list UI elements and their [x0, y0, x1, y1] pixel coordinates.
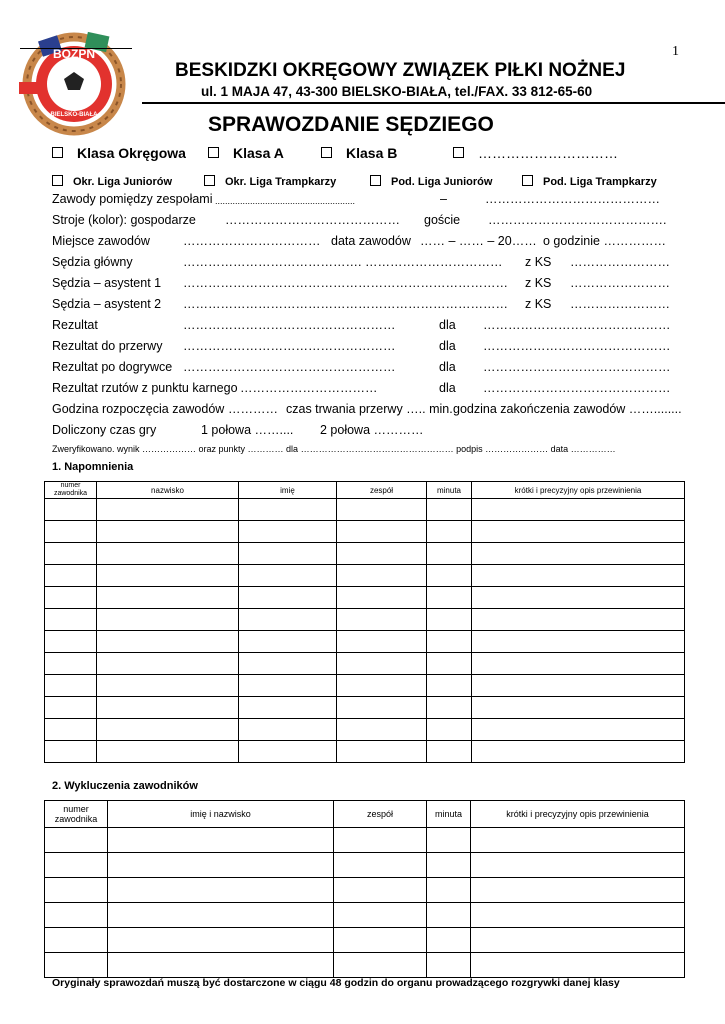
dla-label: dla	[439, 381, 456, 395]
header-cell: nazwisko	[97, 482, 239, 499]
zks-label: z KS	[525, 276, 552, 290]
teams-away-field[interactable]: ……………………………………	[485, 192, 660, 206]
checkbox-label: Pod. Liga Juniorów	[391, 176, 493, 188]
header-divider	[142, 102, 725, 104]
header-cell: imię i nazwisko	[108, 801, 334, 828]
header-cell: krótki i precyzyjny opis przewinienia	[471, 801, 685, 828]
added-time-label: Doliczony czas gry	[52, 423, 157, 437]
table-header-row	[45, 801, 685, 828]
ref-a2-field[interactable]: ……………………………………………………………………	[183, 297, 508, 311]
start-time-field[interactable]: …………	[228, 402, 278, 416]
break-duration-field[interactable]: czas trwania przerwy ….. min.	[286, 402, 453, 416]
venue-field[interactable]: ……………………………	[183, 234, 321, 248]
header-cell: minuta	[427, 482, 472, 499]
header-cell: zespół	[334, 801, 427, 828]
checkbox-label: Pod. Liga Trampkarzy	[543, 176, 657, 188]
result-label: Rezultat	[52, 318, 98, 332]
time-field[interactable]: o godzinie ……………	[543, 234, 666, 248]
table-row[interactable]	[45, 828, 685, 853]
page-number: 1	[672, 44, 679, 59]
ref-a1-club-field[interactable]: ……………………	[570, 276, 670, 290]
result-ht-for-field[interactable]: ………………………………………	[483, 339, 671, 353]
result-field[interactable]: ……………………………………………	[183, 318, 396, 332]
result-pen-for-field[interactable]: ………………………………………	[483, 381, 671, 395]
header-cell: numer zawodnika	[45, 482, 97, 499]
checkbox-label: Okr. Liga Trampkarzy	[225, 176, 337, 188]
footer-note: Oryginały sprawozdań muszą być dostarczone w ciągu 48 godzin do organu prowadzącego rozgrywki danej klasy	[52, 977, 620, 989]
header-cell: numer zawodnika	[45, 801, 108, 828]
ref-main-label: Sędzia główny	[52, 255, 133, 269]
dla-label: dla	[439, 318, 456, 332]
table-row[interactable]	[45, 499, 685, 521]
table-row[interactable]	[45, 565, 685, 587]
start-time-label: Godzina rozpoczęcia zawodów	[52, 402, 225, 416]
kits-home-field[interactable]: ……………………………………	[225, 213, 400, 227]
verification-line[interactable]: Zweryfikowano. wynik ……………… oraz punkty ………… dla …………………………………………… podpis ………………… data ……………	[52, 444, 616, 454]
dla-label: dla	[439, 360, 456, 374]
org-name: BESKIDZKI OKRĘGOWY ZWIĄZEK PIŁKI NOŻNEJ	[175, 60, 626, 81]
checkbox-klasa-a[interactable]	[208, 145, 284, 161]
cautions-table	[44, 481, 685, 763]
svg-text:BOZPN: BOZPN	[53, 47, 95, 61]
table-row[interactable]	[45, 928, 685, 953]
checkbox-label: Klasa A	[233, 145, 284, 161]
checkbox-label: Klasa B	[346, 145, 398, 161]
ref-main-club-field[interactable]: ……………………	[570, 255, 670, 269]
kits-away-field[interactable]: …………………………………….	[488, 213, 667, 227]
table-row[interactable]	[45, 903, 685, 928]
table-row[interactable]	[45, 675, 685, 697]
header-cell: minuta	[427, 801, 471, 828]
result-ht-label: Rezultat do przerwy	[52, 339, 163, 353]
result-pen-label: Rezultat rzutów z punktu karnego	[52, 381, 238, 395]
kits-label: Stroje (kolor): gospodarze	[52, 213, 196, 227]
table-row[interactable]	[45, 953, 685, 978]
table-row[interactable]	[45, 609, 685, 631]
venue-label: Miejsce zawodów	[52, 234, 150, 248]
checkbox-other-class[interactable]	[453, 145, 618, 161]
table-row[interactable]	[45, 878, 685, 903]
zks-label: z KS	[525, 297, 552, 311]
ref-a1-field[interactable]: ……………………………………………………………………	[183, 276, 508, 290]
bozpn-logo	[18, 24, 130, 136]
added-time-half2-field[interactable]: 2 połowa …………	[320, 423, 424, 437]
checkbox-klasa-okregowa[interactable]	[52, 145, 186, 161]
header-cell: zespół	[337, 482, 427, 499]
result-pen-field[interactable]: ……………………………	[240, 381, 378, 395]
result-et-for-field[interactable]: ………………………………………	[483, 360, 671, 374]
ref-a2-label: Sędzia – asystent 2	[52, 297, 162, 311]
header-cell: krótki i precyzyjny opis przewinienia	[472, 482, 685, 499]
checkbox-label: …………………………	[478, 145, 618, 161]
section-cautions-title: 1. Napomnienia	[52, 461, 134, 473]
ref-a2-club-field[interactable]: ……………………	[570, 297, 670, 311]
checkbox-okr-liga-juniorow[interactable]	[52, 175, 172, 188]
svg-text:BIELSKO-BIAŁA: BIELSKO-BIAŁA	[50, 112, 98, 118]
table-row[interactable]	[45, 741, 685, 763]
result-for-field[interactable]: ………………………………………	[483, 318, 671, 332]
result-et-field[interactable]: ……………………………………………	[183, 360, 396, 374]
section-dismissals-title: 2. Wykluczenia zawodników	[52, 780, 198, 792]
date-field[interactable]: …… – …… – 20……	[420, 234, 537, 248]
table-row[interactable]	[45, 521, 685, 543]
table-row[interactable]	[45, 697, 685, 719]
table-row[interactable]	[45, 587, 685, 609]
checkbox-pod-liga-trampkarzy[interactable]	[522, 175, 657, 188]
checkbox-klasa-b[interactable]	[321, 145, 397, 161]
table-row[interactable]	[45, 719, 685, 741]
teams-label: Zawody pomiędzy zespołami	[52, 192, 213, 206]
table-row[interactable]	[45, 653, 685, 675]
table-row[interactable]	[45, 543, 685, 565]
kits-guests-label: goście	[424, 213, 461, 227]
teams-home-field[interactable]: ........................................................	[215, 196, 356, 206]
date-label: data zawodów	[331, 234, 411, 248]
end-time-field[interactable]: godzina zakończenia zawodów ……........	[453, 402, 682, 416]
header-cell: imię	[239, 482, 337, 499]
checkbox-label: Klasa Okręgowa	[77, 145, 186, 161]
result-ht-field[interactable]: ……………………………………………	[183, 339, 396, 353]
checkbox-pod-liga-juniorow[interactable]	[370, 175, 492, 188]
checkbox-label: Okr. Liga Juniorów	[73, 176, 173, 188]
table-header-row	[45, 482, 685, 499]
zks-label: z KS	[525, 255, 552, 269]
result-et-label: Rezultat po dogrywce	[52, 360, 173, 374]
added-time-half1-field[interactable]: 1 połowa ……....	[201, 423, 294, 437]
dismissals-table	[44, 800, 685, 978]
checkbox-okr-liga-trampkarzy[interactable]	[204, 175, 336, 188]
dla-label: dla	[439, 339, 456, 353]
ref-main-field[interactable]: ……………………………………. ……………………………	[183, 255, 503, 269]
org-address: ul. 1 MAJA 47, 43-300 BIELSKO-BIAŁA, tel./FAX. 33 812-65-60	[201, 84, 593, 99]
teams-dash: –	[440, 192, 447, 206]
table-row[interactable]	[45, 631, 685, 653]
ref-a1-label: Sędzia – asystent 1	[52, 276, 162, 290]
report-title: SPRAWOZDANIE SĘDZIEGO	[208, 113, 494, 136]
logo-line	[20, 48, 132, 49]
table-row[interactable]	[45, 853, 685, 878]
